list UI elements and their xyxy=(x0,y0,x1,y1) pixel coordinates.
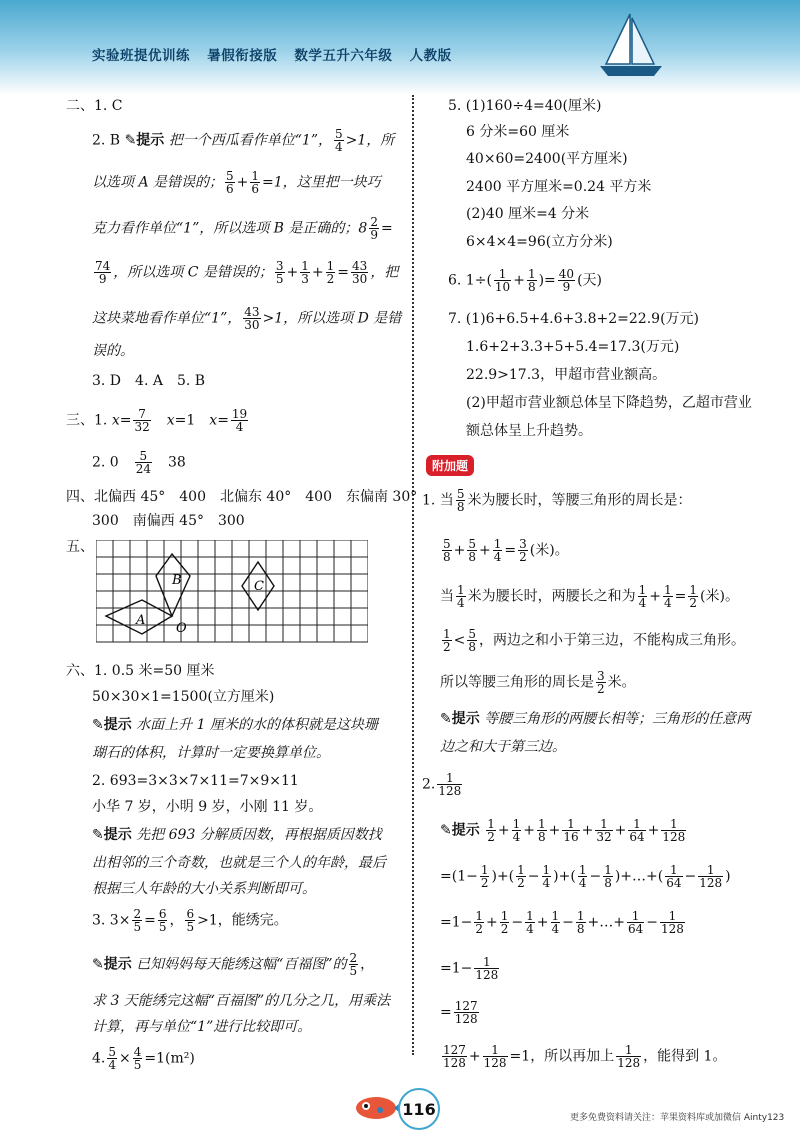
grid-diagram xyxy=(96,540,368,644)
answer-value: =1(m²) xyxy=(144,1050,195,1067)
tip-text: = xyxy=(380,220,393,237)
tip-text: 计算，再与单位“1”进行比较即可。 xyxy=(92,1019,312,1035)
label-o: O xyxy=(176,621,187,636)
fraction: $\frac{3}{2}$ xyxy=(597,669,605,696)
tip-text: 以选项 A 是错误的； xyxy=(92,174,224,191)
equation-line: $\frac{127}{128}$ + $\frac{1}{128}$ =1，所以再加上 $\frac{1}{128}$ ，能得到 1。 xyxy=(443,1043,727,1070)
answer-3-1: 三、1. x= $\frac{7}{32}$ x=1 x= $\frac{19}{4}$ xyxy=(66,407,248,434)
answer-a2 xyxy=(422,772,464,797)
tip-text: ，把 xyxy=(370,264,399,281)
fraction: $\frac{5}{8}$ xyxy=(456,487,465,514)
tip-icon: ✎ xyxy=(92,956,104,973)
tip-text: 误的。 xyxy=(92,343,134,359)
tip-line xyxy=(440,736,566,758)
answer-value: >1，能绣完。 xyxy=(197,912,288,929)
answer-a1-4: $\frac{1}{2}$ < $\frac{5}{8}$ ，两边之和小于第三边，不能构成三角形。 xyxy=(443,627,746,654)
answer-5-label: 五、 xyxy=(66,539,94,555)
answer-6-2b: 小华 7 岁，小明 9 岁，小刚 11 岁。 xyxy=(92,799,323,815)
tip-line xyxy=(92,340,134,362)
tip-text: =1，这里把一块巧 xyxy=(262,174,381,191)
answer-r5-4: 2400 平方厘米=0.24 平方米 xyxy=(466,179,652,195)
fraction: $\frac{5}{6}$ xyxy=(226,169,234,196)
tip-text: >1，所 xyxy=(345,132,395,149)
fraction: $\frac{5}{24}$ xyxy=(135,449,151,476)
tip-text: 出相邻的三个奇数，也就是三个人的年龄，最后 xyxy=(92,855,386,871)
answer-a1-1 xyxy=(422,488,691,513)
answer-6-4: 4. $\frac{5}{4}$ × $\frac{4}{5}$ =1(m²) xyxy=(92,1045,195,1072)
fraction: $\frac{5}{8}$ xyxy=(468,537,477,564)
tip-line: 以选项 A 是错误的； $\frac{5}{6}$ + $\frac{1}{6}$ =1，这里把一块巧 xyxy=(92,169,381,196)
answer-r7-5: 额总体呈上升趋势。 xyxy=(466,423,592,439)
tip-text: 水面上升 1 厘米的水的体积就是这块珊 xyxy=(136,717,378,733)
tip-label: 提示 xyxy=(136,132,165,149)
answer-text: 米为腰长时，两腰长之和为 xyxy=(467,588,636,605)
fraction: $\frac{1}{2}$ xyxy=(689,583,698,610)
edition-name: 暑假衔接版 xyxy=(207,48,278,64)
answer-text: (米)。 xyxy=(700,588,739,605)
answer-text: 米为腰长时，等腰三角形的周长是： xyxy=(467,492,692,509)
fraction: $\frac{1}{4}$ xyxy=(664,583,672,610)
answer-r5-3: 40×60=2400(平方厘米) xyxy=(466,151,628,167)
answer-a1-5 xyxy=(440,670,636,695)
fraction: $\frac{43}{30}$ xyxy=(244,305,260,332)
answer-text: 当 xyxy=(440,588,454,605)
answer-text: 所以等腰三角形的周长是 xyxy=(440,674,594,691)
answer-value: (天) xyxy=(577,272,602,289)
tip-text: 先把 693 分解质因数，再根据质因数找 xyxy=(136,827,382,843)
tip-text: 等腰三角形的两腰长相等；三角形的任意两 xyxy=(484,711,751,727)
answer-r7-2: 1.6+2+3.3+5+5.4=17.3(万元) xyxy=(466,339,680,355)
tip-line xyxy=(92,714,378,736)
answer-value: 38 xyxy=(168,454,186,471)
answer-r7-4: (2)甲超市营业额总体呈下降趋势，乙超市营业 xyxy=(466,395,752,411)
tip-icon: ✎ xyxy=(92,717,104,733)
tip-line xyxy=(92,990,390,1012)
fraction: $\frac{43}{30}$ xyxy=(352,259,368,286)
label-a: A xyxy=(136,613,146,628)
label-b: B xyxy=(172,573,182,588)
fraction: $\frac{7}{32}$ xyxy=(134,407,150,434)
answer-r5-5: (2)40 厘米=4 分米 xyxy=(466,206,590,222)
fraction: $\frac{5}{8}$ xyxy=(443,537,451,564)
fraction: $\frac{6}{5}$ xyxy=(186,907,195,934)
tip-text: >1，所以选项 D 是错 xyxy=(262,310,402,327)
answer-r7-3: 22.9>17.3，甲超市营业额高。 xyxy=(466,367,667,383)
tip-icon: ✎ xyxy=(440,711,452,727)
tip-line: $\frac{74}{9}$ ，所以选项 C 是错误的； $\frac{3}{5}$ + $\frac{1}{3}$ + $\frac{1}{2}$ = $\frac{43}{30}$ ，把 xyxy=(95,259,399,286)
answer-label: 2. 0 xyxy=(92,454,119,471)
tip-line xyxy=(440,708,750,730)
bonus-badge: 附加题 xyxy=(426,455,474,476)
sailboat-icon xyxy=(596,10,666,82)
tip-text: 这块菜地看作单位“1”， xyxy=(92,310,242,327)
tip-line xyxy=(92,216,393,241)
answer-r5-6: 6×4×4=96(立方分米) xyxy=(466,234,613,250)
fraction: $\frac{6}{5}$ xyxy=(158,907,167,934)
fraction: $\frac{2}{5}$ xyxy=(133,907,142,934)
answer-6-3: 3. 3× $\frac{2}{5}$ = $\frac{6}{5}$ ， $\frac{6}{5}$ >1，能绣完。 xyxy=(92,907,288,934)
fraction: $\frac{1}{4}$ xyxy=(493,537,502,564)
fraction: $\frac{1}{6}$ xyxy=(251,169,260,196)
fraction: $\frac{1}{8}$ xyxy=(527,267,536,294)
tip-label: 提示 xyxy=(103,827,132,843)
tip-line xyxy=(92,306,401,331)
answer-2-2 xyxy=(92,128,394,153)
answer-4-2: 300 南偏西 45° 300 xyxy=(92,513,245,529)
tip-line xyxy=(92,742,330,764)
fraction: $\frac{1}{2}$ xyxy=(326,259,335,286)
tip-text: 已知妈妈每天能绣这幅“百福图”的 xyxy=(136,956,347,973)
tip-label: 提示 xyxy=(451,822,480,839)
answer-4-1: 四、北偏西 45° 400 北偏东 40° 400 东偏南 30° xyxy=(66,489,418,505)
answer-text: ，能得到 1。 xyxy=(643,1048,727,1065)
fraction: $\frac{1}{2}$ xyxy=(443,627,451,654)
equation-line: =(1− $\frac{1}{2}$ )+( $\frac{1}{2}$ − $\frac{1}{4}$ )+( $\frac{1}{4}$ − $\frac{1}{8}$ )+…+( $\frac{1}{64}$ − $\frac{1}{128}$ ) xyxy=(440,863,731,890)
answer-text: ，所以再加上 xyxy=(530,1048,615,1065)
answer-3-2 xyxy=(92,450,186,475)
answer-text: ，两边之和小于第三边，不能构成三角形。 xyxy=(479,632,746,649)
answer-text: 米。 xyxy=(607,674,636,691)
tip-text: 把一个西瓜看作单位“1”， xyxy=(168,132,332,149)
fraction: $\frac{1}{3}$ xyxy=(301,259,309,286)
tip-icon: ✎ xyxy=(440,822,452,839)
equation-line: =1− $\frac{1}{2}$ + $\frac{1}{2}$ − $\frac{1}{4}$ + $\frac{1}{4}$ − $\frac{1}{8}$ +…+ $\frac{1}{64}$ − $\frac{1}{128}$ xyxy=(440,909,684,936)
label-c: C xyxy=(254,579,264,594)
fraction: $\frac{2}{9}$ xyxy=(370,215,378,242)
fraction: $\frac{2}{5}$ xyxy=(349,951,358,978)
tip-text: 根据三人年龄的大小关系判断即可。 xyxy=(92,881,316,897)
answer-label: 2. xyxy=(422,776,436,793)
tip-line xyxy=(92,878,316,900)
tip-line xyxy=(92,824,382,846)
tip-line: ✎提示 $\frac{1}{2}$ + $\frac{1}{4}$ + $\frac{1}{8}$ + $\frac{1}{16}$ + $\frac{1}{32}$ + $\frac{1}{64}$ + $\frac{1}{128}$ xyxy=(440,817,686,844)
fraction: $\frac{74}{9}$ xyxy=(95,259,111,286)
answer-text: (米)。 xyxy=(529,542,569,559)
fraction: $\frac{1}{4}$ xyxy=(638,583,647,610)
equation-line: = $\frac{127}{128}$ xyxy=(440,999,478,1026)
fraction: $\frac{5}{4}$ xyxy=(108,1045,116,1072)
fraction: $\frac{19}{4}$ xyxy=(231,407,248,434)
fraction: $\frac{5}{4}$ xyxy=(334,127,343,154)
tip-label: 提示 xyxy=(451,711,480,727)
tip-icon: ✎ xyxy=(124,132,137,149)
answer-6-1b: 50×30×1=1500(立方厘米) xyxy=(92,689,275,705)
header-title xyxy=(92,44,464,64)
publisher-name: 人教版 xyxy=(409,48,452,64)
fraction: $\frac{3}{2}$ xyxy=(519,537,527,564)
tip-line xyxy=(92,852,386,874)
fraction: $\frac{1}{4}$ xyxy=(457,583,465,610)
answer-label: 3. 3× xyxy=(92,912,131,929)
answer-2-3: 3. D 4. A 5. B xyxy=(92,373,206,389)
subject-name: 数学五升六年级 xyxy=(294,48,393,64)
tip-text: 瑚石的体积，计算时一定要换算单位。 xyxy=(92,745,330,761)
fraction: $\frac{1}{10}$ xyxy=(494,267,511,294)
answer-6-2: 2. 693=3×3×7×11=7×9×11 xyxy=(92,773,299,789)
answer-label: 三、1. xyxy=(66,412,108,429)
fraction: $\frac{1}{128}$ xyxy=(438,771,462,798)
answer-r5-2: 6 分米=60 厘米 xyxy=(466,124,570,140)
answer-label: 6. 1÷ xyxy=(448,272,487,289)
tip-icon: ✎ xyxy=(92,827,104,843)
equation-line: =1− $\frac{1}{128}$ xyxy=(440,955,499,982)
tip-text: 边之和大于第三边。 xyxy=(440,739,566,755)
fraction: $\frac{40}{9}$ xyxy=(558,267,575,294)
tip-line: ✎提示 已知妈妈每天能绣这幅“百福图”的 $\frac{2}{5}$ ， xyxy=(92,951,375,978)
tip-label: 提示 xyxy=(103,956,132,973)
answer-a1-3: 当 $\frac{1}{4}$ 米为腰长时，两腰长之和为 $\frac{1}{4}$ + $\frac{1}{4}$ = $\frac{1}{2}$ (米)。 xyxy=(440,583,739,610)
answer-label: 2. B xyxy=(92,132,121,149)
fraction: $\frac{4}{5}$ xyxy=(133,1045,142,1072)
series-name: 实验班提优训练 xyxy=(92,48,190,64)
answer-6-1: 六、1. 0.5 米=50 厘米 xyxy=(66,663,215,679)
fraction: $\frac{5}{8}$ xyxy=(468,627,477,654)
tip-text: 克力看作单位“1”，所以选项 B 是正确的；8 xyxy=(92,220,368,237)
footer-note: 更多免费资料请关注：苹果资料库或加微信 Ainty123 xyxy=(570,1113,785,1123)
tip-text: 求 3 天能绣完这幅“百福图”的几分之几，用乘法 xyxy=(92,993,391,1009)
answer-label: 1. 当 xyxy=(422,492,454,509)
answer-a1-2: $\frac{5}{8}$ + $\frac{5}{8}$ + $\frac{1}{4}$ = $\frac{3}{2}$ (米)。 xyxy=(443,537,569,564)
answer-r6: 6. 1÷( $\frac{1}{10}$ + $\frac{1}{8}$ )= $\frac{40}{9}$ (天) xyxy=(448,267,602,294)
tip-line xyxy=(92,1016,311,1038)
column-divider xyxy=(412,95,414,1055)
page-number: 116 xyxy=(398,1088,440,1130)
answer-r5-1: 5. (1)160÷4=40(厘米) xyxy=(448,98,602,114)
tip-label: 提示 xyxy=(103,717,132,733)
answer-2-1: 二、1. C xyxy=(66,98,123,114)
tip-text: ，所以选项 C 是错误的； xyxy=(113,264,273,281)
answer-r7-1: 7. (1)6+6.5+4.6+3.8+2=22.9(万元) xyxy=(448,311,699,327)
fraction: $\frac{3}{5}$ xyxy=(275,259,284,286)
answer-label: 4. xyxy=(92,1050,106,1067)
